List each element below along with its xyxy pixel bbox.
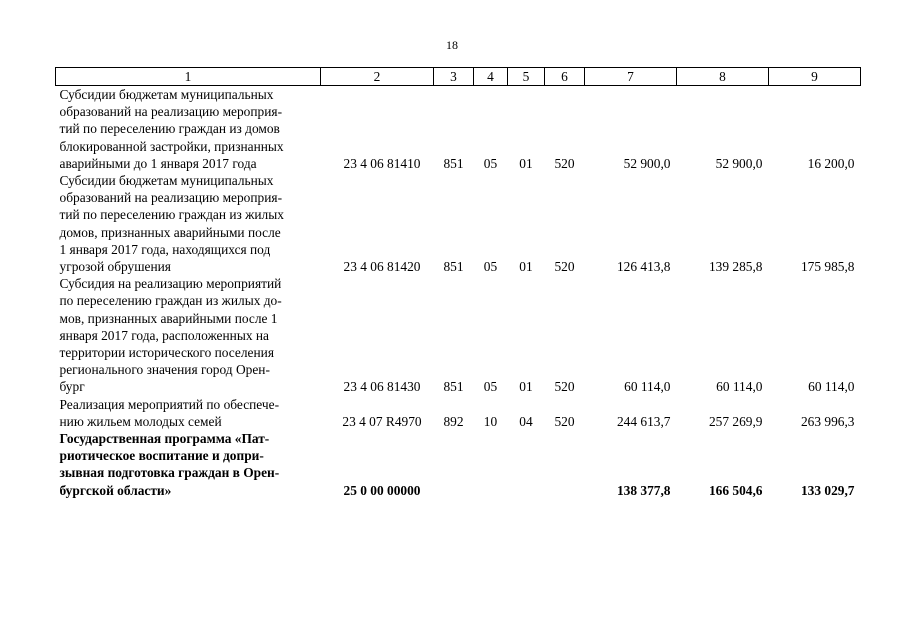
row-value-8: 139 285,8 [708,259,763,275]
row-col-4 [474,430,508,499]
header-col-2: 2 [321,68,434,86]
row-value-7: 138 377,8 [616,482,671,498]
row-name-line: Государственная программа «Пат- [59,431,270,447]
row-name-line: Реализация мероприятий по обеспече- [59,396,280,412]
row-value-9: 175 985,8 [800,259,855,275]
header-col-6: 6 [545,68,585,86]
table-header [56,68,861,86]
row-code: 23 4 06 81410 [343,155,421,171]
row-col-3: 851 [443,259,464,275]
row-name-line: бург [59,379,85,395]
row-name [56,86,321,173]
table-row [56,86,861,173]
row-code: 23 4 06 81430 [343,379,421,395]
row-value-7: 244 613,7 [616,413,671,429]
row-name-line: регионального значения город Орен- [59,362,270,378]
row-name-line: тий по переселению граждан из жилых [59,207,284,223]
row-col-5: 01 [519,155,533,171]
row-value-9: 60 114,0 [808,379,855,395]
row-name-line: января 2017 года, расположенных на [59,327,269,343]
header-col-1: 1 [56,68,321,86]
row-col-6: 520 [554,155,575,171]
row-value-8: 60 114,0 [716,379,763,395]
row-name-line: по переселению граждан из жилых до- [59,293,282,309]
row-col-3: 851 [443,379,464,395]
row-name-line: домов, признанных аварийными после [59,224,281,240]
row-name-line: зывная подготовка граждан в Орен- [59,465,280,481]
row-name-line: бургской области» [59,482,172,498]
row-name-line: аварийными до 1 января 2017 года [59,155,257,171]
row-col-5 [508,430,545,499]
row-name-line: блокированной застройки, признанных [59,138,284,154]
row-name-line: риотическое воспитание и допри- [59,448,264,464]
row-name [56,430,321,499]
row-name-line: образований на реализацию мероприя- [59,190,283,206]
budget-table [55,67,861,499]
row-col-4: 05 [483,155,498,171]
row-col-4: 05 [483,379,498,395]
row-name-line: 1 января 2017 года, находящихся под [59,241,271,257]
row-code: 23 4 06 81420 [343,259,421,275]
row-value-8: 166 504,6 [708,482,763,498]
row-name-line: Субсидия на реализацию мероприятий [59,276,282,292]
header-row [56,68,861,86]
row-name-line: Субсидии бюджетам муниципальных [59,173,274,189]
row-value-7: 60 114,0 [624,379,671,395]
table-row [56,275,861,395]
row-value-8: 257 269,9 [708,413,763,429]
header-col-7: 7 [585,68,677,86]
row-col-6: 520 [554,259,575,275]
row-col-4: 05 [483,259,498,275]
row-col-4: 10 [483,413,498,429]
row-col-5: 01 [519,259,533,275]
row-name-line: образований на реализацию мероприя- [59,104,283,120]
row-name-line: нию жильем молодых семей [59,413,222,429]
row-name-line: угрозой обрушения [59,259,171,275]
row-value-7: 52 900,0 [623,155,671,171]
header-col-5: 5 [508,68,545,86]
row-col-5: 04 [519,413,533,429]
row-value-9: 133 029,7 [800,482,855,498]
table-body [56,86,861,499]
row-col-3: 851 [443,155,464,171]
header-col-3: 3 [434,68,474,86]
row-col-3: 892 [443,413,464,429]
row-col-6: 520 [554,413,575,429]
header-col-4: 4 [474,68,508,86]
table-row [56,172,861,275]
row-name [56,172,321,275]
row-code: 23 4 07 R4970 [342,413,422,429]
row-value-8: 52 900,0 [715,155,763,171]
row-col-5: 01 [519,379,533,395]
row-name [56,396,321,430]
row-col-6: 520 [554,379,575,395]
row-name [56,275,321,395]
row-name-line: Субсидии бюджетам муниципальных [59,87,274,102]
row-value-9: 263 996,3 [800,413,855,429]
row-value-7: 126 413,8 [616,259,671,275]
row-col-6 [545,430,585,499]
row-name-line: тий по переселению граждан из домов [59,121,280,137]
row-name-line: территории исторического поселения [59,345,274,361]
row-code: 25 0 00 00000 [343,482,421,498]
table-row [56,430,861,499]
row-col-3 [434,430,474,499]
table-row [56,396,861,430]
header-col-9: 9 [769,68,861,86]
row-value-9: 16 200,0 [807,155,855,171]
page-number: 18 [446,38,458,52]
row-name-line: мов, признанных аварийными после 1 [59,310,278,326]
header-col-8: 8 [677,68,769,86]
